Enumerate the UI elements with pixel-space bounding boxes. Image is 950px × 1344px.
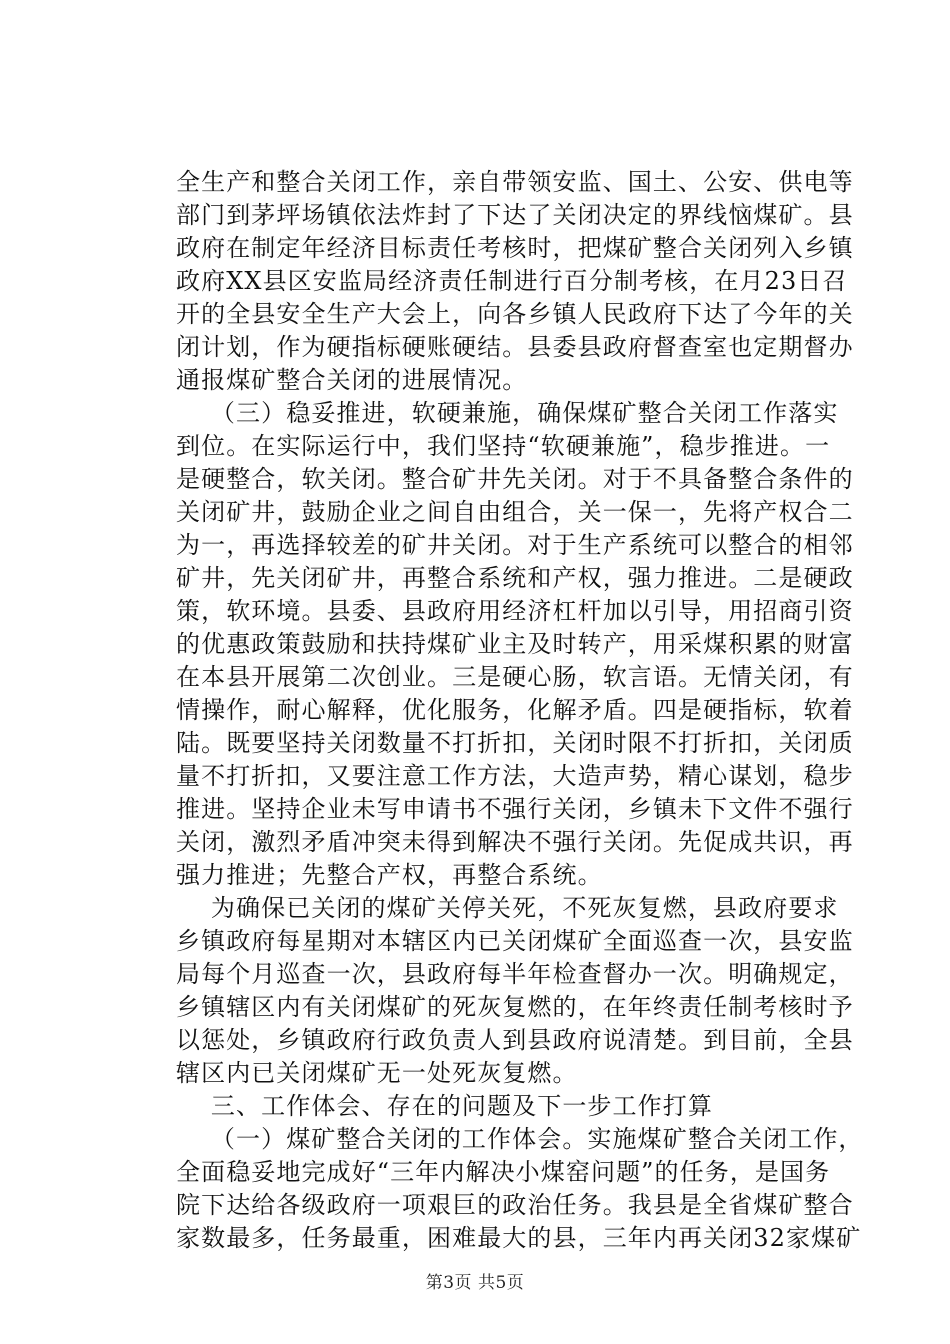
text-line: 院下达给各级政府一项艰巨的政治任务。我县是全省煤矿整合 (176, 1191, 854, 1219)
text-line: 在本县开展第二次创业。三是硬心肠，软言语。无情关闭，有 (176, 663, 854, 691)
text-line: 为一，再选择较差的矿井关闭。对于生产系统可以整合的相邻 (176, 531, 854, 559)
text-line: 全面稳妥地完成好“三年内解决小煤窑问题”的任务，是国务 (176, 1158, 831, 1186)
page-footer: 第3页 共5页 (425, 1273, 525, 1293)
text-line: 闭计划，作为硬指标硬账硬结。县委县政府督查室也定期督办 (176, 333, 854, 361)
text-line: 到位。在实际运行中，我们坚持“软硬兼施”，稳步推进。一 (176, 432, 831, 460)
text-line: 情操作，耐心解释，优化服务，化解矛盾。四是硬指标，软着 (176, 696, 854, 724)
text-line: 陆。既要坚持关闭数量不打折扣，关闭时限不打折扣，关闭质 (176, 729, 854, 757)
text-line: （一）煤矿整合关闭的工作体会。实施煤矿整合关闭工作， (176, 1125, 864, 1153)
text-line: 部门到茅坪场镇依法炸封了下达了关闭决定的界线恼煤矿。县 (176, 201, 854, 229)
text-line: 为确保已关闭的煤矿关停关死，不死灰复燃，县政府要求 (176, 894, 839, 922)
text-line: 辖区内已关闭煤矿无一处死灰复燃。 (176, 1059, 578, 1087)
text-line: 通报煤矿整合关闭的进展情况。 (176, 366, 528, 394)
text-line: 矿井，先关闭矿井，再整合系统和产权，强力推进。二是硬政 (176, 564, 854, 592)
text-line: 乡镇辖区内有关闭煤矿的死灰复燃的，在年终责任制考核时予 (176, 993, 854, 1021)
text-line: 三、工作体会、存在的问题及下一步工作打算 (176, 1092, 713, 1120)
text-line: 乡镇政府每星期对本辖区内已关闭煤矿全面巡查一次，县安监 (176, 927, 854, 955)
text-line: 量不打折扣，又要注意工作方法，大造声势，精心谋划，稳步 (176, 762, 854, 790)
text-line: 开的全县安全生产大会上，向各乡镇人民政府下达了今年的关 (176, 300, 854, 328)
document-body (176, 166, 864, 1255)
text-line: 全生产和整合关闭工作，亲自带领安监、国土、公安、供电等 (176, 168, 854, 196)
text-line: 以惩处，乡镇政府行政负责人到县政府说清楚。到目前，全县 (176, 1026, 854, 1054)
text-line: 的优惠政策鼓励和扶持煤矿业主及时转产，用采煤积累的财富 (176, 630, 854, 658)
text-line: 关闭，激烈矛盾冲突未得到解决不强行关闭。先促成共识，再 (176, 828, 854, 856)
text-line: 家数最多，任务最重，困难最大的县，三年内再关闭32家煤矿 (176, 1224, 862, 1252)
text-line: 策，软环境。县委、县政府用经济杠杆加以引导，用招商引资 (176, 597, 854, 625)
text-line: （三）稳妥推进，软硬兼施，确保煤矿整合关闭工作落实 (176, 399, 839, 427)
text-line: 政府XX县区安监局经济责任制进行百分制考核，在月23日召 (176, 267, 848, 295)
text-line: 关闭矿井，鼓励企业之间自由组合，关一保一，先将产权合二 (176, 498, 854, 526)
text-line: 政府在制定年经济目标责任考核时，把煤矿整合关闭列入乡镇 (176, 234, 854, 262)
text-line: 局每个月巡查一次，县政府每半年检查督办一次。明确规定， (176, 960, 854, 988)
text-line: 推进。坚持企业未写申请书不强行关闭，乡镇未下文件不强行 (176, 795, 854, 823)
text-line: 强力推进；先整合产权，再整合系统。 (176, 861, 603, 889)
text-line: 是硬整合，软关闭。整合矿井先关闭。对于不具备整合条件的 (176, 465, 854, 493)
